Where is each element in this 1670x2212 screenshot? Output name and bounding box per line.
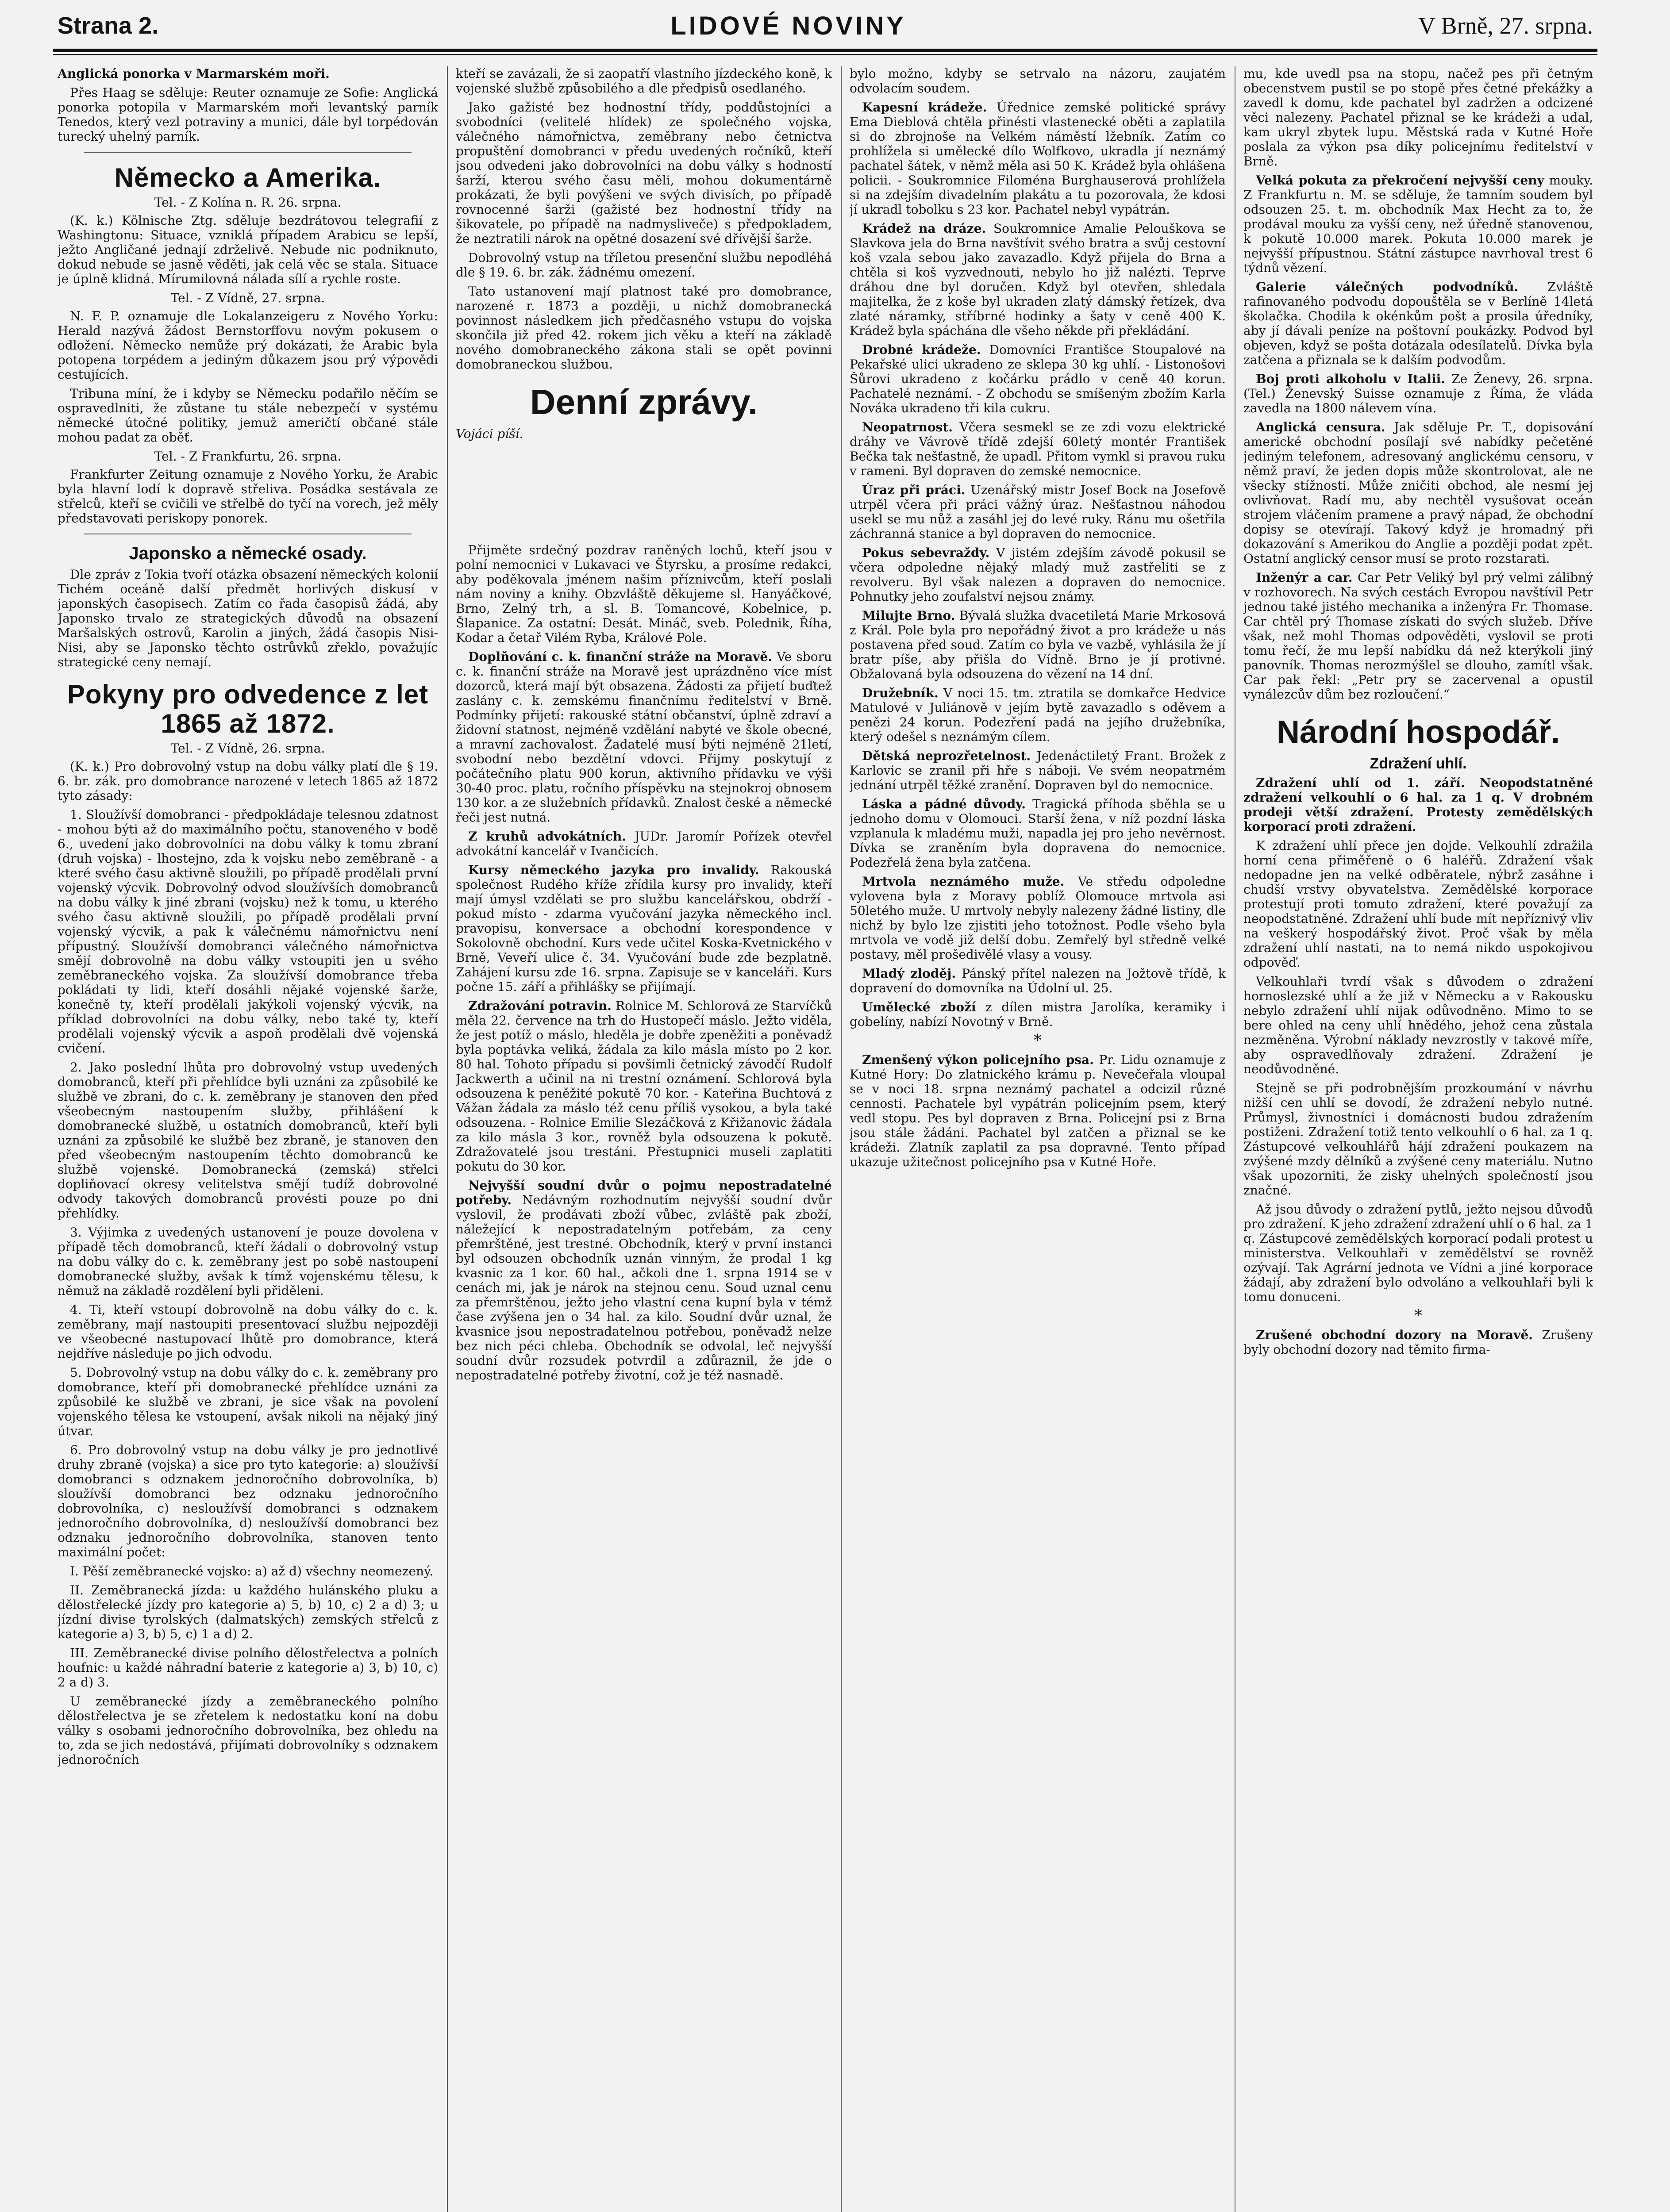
dateline: Tel. - Z Vídně, 27. srpna. [170,291,325,305]
column-divider [841,66,842,2212]
column-3 [850,66,1226,2212]
article-lead: Boj proti alkoholu v Italii. [1256,372,1446,386]
article [58,66,438,81]
article-lead: Inženýr a car. [1256,570,1353,585]
article-text: 1. Sloužívší domobranci - předpokládaje telesnou zdatnost - mohou býti až do maximálního počtu, stanoveného v bodě 6., uvedení jako dobrovolníci na dobu války k tomu zbraní (druh vojska) - lhostejno, zda k vojsku nebo zeměbraně - a které svého času aktivně sloužili, po případě prodělali první vojenský výcvik. Dobrovolný odvod sloužívších domobranců na dobu války k jiné zbrani (vojsku) než k tomu, u kterého svého času aktivně sloužili, po případě prodělali první vojenský výcvik, a pak k válečnému námořnictvu není přípustný. Sloužívší domobranci válečného námořnictva smějí dobrovolně na dobu války vstoupiti jen u svého zeměbraneckého vojska. Za sloužívší domobrance třeba pokládati ty lidi, kteří dosáhli nějaké vojenské šarže, konečně ty, kteří prodělali jakýkoli vojenský výcvik, na příklad dobrovolníci na dobu války, nebo také ty, kteří prodělali vojenský výcvik a aspoň prodělali dvě vojenská cvičení. [58,807,438,1056]
article [1243,420,1593,566]
article [1243,173,1593,275]
article-lead: Láska a pádné důvody. [862,797,1026,811]
article-lead: Anglická censura. [1256,420,1385,434]
article-text: Pr. Lidu oznamuje z Kutné Hory: Do zlatnického krámu p. Nevečeřala vloupal se v noci 18. srpna neznámý pachatel a odcizil různé cennosti. Pachatele byl vypátrán policejním psem, který vedl stopu. Pes byl dopraven z Brna. Policejní psi z Brna jsou stále žádáni. Pachatel byl zatčen a přiznal se ke krádeži. Zlatník zaplatil za psa dopravné. Tento případ ukazuje užitečnost policejního psa v Kutné Hoře. [850,1052,1226,1169]
article-lead: Zrušené obchodní dozory na Moravě. [1256,1328,1533,1342]
article-lead: Velká pokuta za překročení nejvyšší ceny [1256,173,1544,188]
article-lead: Dětská neprozřetelnost. [862,749,1031,763]
article-text: mouky. Z Frankfurtu n. M. se sděluje, že tamním soudem byl odsouzen 25. t. m. obchodník Max Hecht za to, že prodával mouku za vyšší ceny, než úředně stanovenou, k pokutě 10.000 marek. Pokuta 10.000 marek je nejvyšší přípustnou. Státní zástupce navrhoval trest 6 týdnů vězení. [1243,173,1593,275]
headline-germany-america: Německo a Amerika. [114,163,381,192]
article-text: V noci 15. tm. ztratila se domkařce Hedvice Matulové v Juliánově v jejím bytě zavazadlo s oděvem a penězi 24 korun. Podezření padá na jejího družebníka, který odešel s neznámým cílem. [850,686,1226,744]
article [850,1052,1226,1169]
article-text: V jistém zdejším závodě pokusil se včera odpoledne nějaký mladý muž zastřeliti se z revolveru. Byl však nalezen a dopraven do nemocnice. Pohnutky jeho zoufalství nejsou známy. [850,545,1226,604]
article-text: Pánský přítel nalezen na Jožtově třídě, k dopravení do domovníka na Údolní ul. 25. [850,966,1226,995]
article-text: Jedenáctiletý Frant. Brožek z Karlovic se zranil při hře s náboji. Ve svém neopatrném jednání utrpěl těžké zranění. Dopraven byl do nemocnice. [850,749,1226,792]
dateline: Tel. - Z Vídně, 26. srpna. [170,741,325,756]
article-text: Frankfurter Zeitung oznamuje z Nového Yorku, že Arabic byla hlavní lodí k dopravě střeliva. Posádka sestávala ze střelců, kteří se cvičili ve střelbě do tyčí na vorech, jež měly představovati periskopy ponorek. [58,467,438,526]
header-rule-thin [53,54,1597,55]
article-lead: Galerie válečných podvodníků. [1256,280,1519,294]
article-text: (K. k.) Kölnische Ztg. sděluje bezdrátovou telegrafií z Washingtonu: Situace, vzniklá případem Arabicu se lepší, ježto Angličané jednají zdrželivě. Nebude nic podniknuto, dokud nebude se jasně věděti, jak celá věc se stala. Situace je úplně klidná. Mírumilovná nálada sílí a rychle roste. [58,213,438,286]
article-text: 4. Ti, kteří vstoupí dobrovolně na dobu války do c. k. zeměbrany, mají nastoupiti presentovací službu nejpozději ve všeobecné nastupovací lhůtě pro domobrance, která nejdříve následuje po jich odvodu. [58,1302,438,1361]
article-text: N. F. P. oznamuje dle Lokalanzeigeru z Nového Yorku: Herald nazývá žádost Bernstorffovu novým pokusem o odložení. Německo nemůže prý dokázati, že Arabic byla potopena torpédem a jediným důkazem jsou prý výpovědi cestujících. [58,309,438,382]
article-lead: Mrtvola neznámého muže. [862,874,1065,889]
article-lead: Nejvyšší soudní dvůr o pojmu nepostradatelné potřeby. [456,1178,832,1207]
article-text: U zeměbranecké jízdy a zeměbraneckého polního dělostřelectva je se zřetelem k nedostatku koní na dobu války s osobami jednoročního dobrovolníka, bez ohledu na to, zda se jich nedostává, přijímati dobrovolníky s odznakem jednoročních [58,1694,438,1767]
separator [84,152,412,153]
article [1243,372,1593,415]
article-text: kteří se zavázali, že si zaopatří vlastního jízdeckého koně, k vojenské službě způsobilého a dle předpisů osedlaného. [456,66,832,96]
article-lead: Družebník. [862,686,939,700]
article-text: Ve středu odpoledne vylovena byla z Moravy poblíž Olomouce mrtvola asi 50letého muže. U mrtvoly nebyly nalezeny žádné listiny, dle nichž by bylo lze zjistiti jeho totožnost. Podle všeho byla mrtvola ve vodě již delší dobu. Zemřelý byl středně velké postavy, měl prošedivělé vlasy a vousy. [850,874,1226,962]
article [850,483,1226,541]
article-text: Přijměte srdečný pozdrav raněných lochů, kteří jsou v polní nemocnici v Lukavaci ve Štyrsku, a prosíme redakci, aby poděkovala jménem našim příznivcům, kteří poslali nám noviny a knihy. Obzvláště děkujeme sl. Hanyáčkové, Brno, Zelný trh, a sl. B. Tomancové, Kobelnice, p. Šlapanice. Za ostatní: Desát. Mináč, sveb. Polednik, Říha, Kodar a četař Vilém Ryba, Králové Pole. [456,543,832,645]
article [456,1178,832,1382]
article-text: JUDr. Jaromír Pořízek otevřel advokátní kancelář v Ivančicích. [456,829,832,858]
article [1243,280,1593,367]
column-4 [1243,66,1593,2212]
article [850,342,1226,415]
article [1243,570,1593,702]
article [850,874,1226,962]
advert-lead: Umělecké zboží [862,1000,976,1014]
article-text: Jako gažisté bez hodnostní třídy, poddůstojníci a svobodníci (velitelé hlídek) ze společného vojska, válečného námořnictva, zeměbrany nebo četnictva propuštění domobranci v předu uvedených ročníků, kteří jsou odvedeni jako dobrovolníci na dobu války s hodností šarží, kterou svého času měli, mohou dokumentárně prokázati, že byli povýšeni ve svých divisích, po případě rovnocenné šarži (gažisté bez hodnostní třídy na šikovatele, po případě na nadmysliveče) s předpokladem, že neztratili nárok na opětné dosazení své dřívější šarže. [456,100,832,246]
article-text: Zrušeny byly obchodní dozory nad těmito firma- [1243,1328,1593,1357]
article [456,829,832,858]
article [850,608,1226,681]
article-text: mu, kde uvedl psa na stopu, načež pes při četným obecenstvem pustil se po stopě přes četné překážky a zavedl k domu, kde pachatel byl zadržen a odcizené věci nalezeny. Pachatel přiznal se ke krádeži a udal, kam ukryl zbytek lupu. Městská rada v Kutné Hoře poslala za výkon psa díky policejnímu ředitelství v Brně. [1243,66,1593,169]
article-lead: Drobné krádeže. [862,342,981,357]
article-text: Jak sděluje Pr. T., dopisování americké obchodní posílají své nabídky pečetěné jediným telefonem, adresovaný anglickému censoru, v němž praví, že jeden dopis může skontrolovat, ale ne všecky stížnosti. Může zničiti obchod, ale nesmí jej ovlivňovat. Radí mu, aby nechtěl vysušovat oceán strojem vláčením pramene a pravý nápad, že obchodní dopisy se otevírají. Takový když je hromadný při dokazování s Amerikou do Anglie a později podat zpět. Ostatní anglický censor musí se proto rozstarati. [1243,420,1593,566]
subheadline-coal: Zdražení uhlí. [1370,755,1467,772]
article-text: 2. Jako poslední lhůta pro dobrovolný vstup uvedených domobranců, kteří při přehlídce byli uznáni za způsobilé ke službě ve zbrani, do c. k. zeměbrany je stanoven den před všeobecným nastoupením služby, přihlášení k domobranecké službě, u ostatních domobranců, kteří byli uznáni za způsobilé ke službě bez zbraně, je stanoven den před všeobecným nastoupením těchto domobranců ke službě vojenské. Domobranecká (zemská) střelci dopliňovací okresy velitelstva smějí tudíž dobrovolné odvody takových domobranců provésti pouze po dni přehlídky. [58,1060,438,1221]
article-text: II. Zeměbranecká jízda: u každého hulánského pluku a dělostřelecké jízdy pro kategorie a) 5, b) 10, c) 2 a d) 3; u jízdní divise tyrolských (dalmatských) zemských střelců z kategorie a) 3, b) 5, c) 1 a d) 2. [58,1583,438,1641]
section-star: * [1034,1032,1042,1050]
article-text: Rolnice M. Schlorová ze Starvíčků měla 22. července na trh do Hustopečí máslo. Ježto viděla, že jest potíž o máslo, hleděla je dobře zpeněžiti a poněvadž byla poptávka veliká, žádala za kilo másla místo po 2 kor. 80 hal. Tohoto případu si povšimli četnický závodčí Rudolf Jackwerth a učinil na ni trestní oznámení. Schlorová byla odsouzena k peněžité pokutě 70 kor. - Kateřina Buchtová z Vážan žádala za máslo též cenu příliš vysokou, a byla také odsouzena. - Rolnice Emilie Slezáčková z Křižanovic žádala za kilo másla 3 kor., rovněž byla odsouzena k pokutě. Zdražovatelé jsou trestáni. Přestupnici museli zaplatiti pokutu do 30 kor. [456,998,832,1174]
article-text: Tragická příhoda sběhla se u jednoho domu v Olomouci. Starší žena, v níž pozdní láska vzplanula k mladému muži, napadla jej pro jeho nevěrnost. Dívka se zraněním byla dopravena do nemocnice. Podezřelá žena byla zatčena. [850,797,1226,870]
article-text: Ve sboru c. k. finanční stráže na Moravě jest uprázdněno více míst dozorců, která mají být obsazena. Žádosti za přijetí buďtež zaslány c. k. zemskému finančnímu ředitelství v Brně. Podmínky přijetí: rakouské státní občanství, úplně zdraví a židovní statnost, nejméně vzdělání nabyté ve škole obecné, a mravní zachovalost. Žadatelé musí býti nejméně 21letí, svobodní nebo bezdětní vdovci. Přijmy poskytují z počátečního platu 900 korun, aktivního přídavku ve výši 30-40 proc. platu, ročního příspěvku na stejnokroj obnosem 130 kor. a ze služebních přídavků. Znalost české a německé řeči jest nutná. [456,649,832,825]
article-text: Dle zpráv z Tokia tvoří otázka obsazení německých kolonií Tichém oceáně další předmět horlivých diskusí v japonských časopisech. Zatím co řada časopisů žádá, aby Japonsko trvalo ze strategických důvodů na obsazení Maršalských ostrovů, Karolin a jiných, žádá časopis Nisi-Nisi, aby se Japonsko těchto ostrůvků zřeklo, považujíc strategické ceny nemají. [58,567,438,669]
article-summary: Neopodstatněné zdražení velkouhlí o 6 hal. za 1 q. V drobném prodeji větší zdražení. Protesty zemědělských korporací proti zdražení. [1243,776,1593,834]
article-lead: Zmenšený výkon policejního psa. [862,1052,1094,1067]
article-lead: Neopatrnost. [862,420,953,434]
article [456,998,832,1174]
article [456,649,832,825]
column-2 [456,66,832,2212]
article-text: I. Pěší zeměbranecké vojsko: a) až d) všechny neomezený. [70,1564,434,1578]
headline-japan-colonies: Japonsko a německé osady. [129,544,367,563]
article-lead: Pokus sebevraždy. [862,545,990,560]
article-text: III. Zeměbranecké divise polního dělostřelectva a polních houfnic: u každé náhradní baterie z kategorie a) 3, b) 10, c) 2 a d) 3. [58,1646,438,1690]
article-text: Bývalá služka dvacetiletá Marie Mrkosová z Král. Pole byla pro nepořádný život a pro krádeže u nás postavena před soud. Zatím co byla ve vazbě, vyhlásila že jí bratr píše, aby přišla do Vídně. Brno je jí protivné. Obžalovaná byla odsouzena do vězení na 14 dní. [850,608,1226,681]
article-lead: Krádež na dráze. [862,221,986,236]
article-text: Úřednice zemské politické správy Ema Dieblová chtěla přinésti vlastenecké oběti a zaplatila si do zbrojnoše na Velkém náměstí lžebník. Zatím co prohlížela si umělecké dílo Wolfkovo, ukradla jí neznámý pachatel šátek, v němž měla asi 50 K. Krádež byla ohlášena policii. - Soukromnice Filoména Burghauserová prohlížela si na zdejším divadelním plakátu a tu pozorovala, že kdosi jí ukradl tobolku s 23 kor. Pachatel nebyl vypátrán. [850,100,1226,217]
subsection-label: Vojáci píší. [456,426,523,441]
article-text: Soukromnice Amalie Pelouškova se Slavkova jela do Brna navštívit svého bratra a svůj cestovní koš vzala sebou jako zavazadlo. Když přijela do Brna a chtěla si koš vyzvednouti, nebylo ho již nalézti. Teprve dráhou dne byl doručen. Když byl otevřen, shledala majitelka, že z koše byl ukraden zlatý dámský řetízek, dva zlaté náramky, stříbrné hodinky a šaty v ceně 400 K. Krádež byla spáchána dle všeho někde při překládání. [850,221,1226,338]
article-lead: Úraz při práci. [862,483,966,497]
article [850,545,1226,604]
column-1 [58,66,438,2212]
article-text: Domovníci Františce Stoupalové na Pekařské ulici ukradeno ze sklepa 30 kg uhlí. - Listonošovi Šůrovi ukradeno z kočárku prádlo v ceně 40 korun. Pachatelé neznámí. - Z obchodu se smíšeným zbožím Karla Nováka ukradeno tři kila cukru. [850,342,1226,415]
advert [850,1000,1226,1029]
article [850,966,1226,995]
article-text: (K. k.) Pro dobrovolný vstup na dobu války platí dle § 19. 6. br. zák. pro domobrance narozené v letech 1865 až 1872 tyto zásady: [58,759,438,803]
article-lead: Zdražování potravin. [468,998,612,1013]
article [850,797,1226,870]
article-lead: Anglická ponorka v Marmarském moři. [58,66,330,81]
article-text: Nedávným rozhodnutím nejvyšší soudní dvůr vyslovil, že prodávati zboží vůbec, zvláště pak zboží, náležející k nepostradatelným potřebám, za ceny přemrštěné, jest trestné. Obchodník, který v první instanci byl odsouzen obchodník uznán vinným, že prodal 1 kg kvasnic za 1 kor. 60 hal., ačkoli dne 1. srpna 1914 se v cenách mi, jak je nárok na stejnou cenu. Soud uznal cenu za přemrštěnou, ježto jeho vlastní cena kupní byla v témž čase zvýšena jen o 34 hal. za kilo. Soudní dvůr uznal, že kvasnice jsou nepostradatelnou potřebou, poněvadž nelze bez nich péci chleba. Obchodník se odvolal, leč nejvyšší soudní dvůr rozsudek potvrdil a zdůraznil, že jde o nepostradatelné potřeby životní, což je též nasnadě. [456,1193,832,1382]
article-text: Rakouská společnost Rudého kříže zřídila kursy pro invalidy, kteří mají úmysl vzdělati se pro službu kancelářskou, obdrží - pokud místo - zdarma vyučování jazyka německého incl. pravopisu, konversace a obchodní korespondence v Sokolovně obchodní. Kurs vede učitel Koska-Kvetnického v Brně, Veveří ulice č. 34. Vyučování bude zde bezplatně. Zahájení kursu zde 16. srpna. Zapisuje se v kanceláři. Kurs počne 15. září a přihlášky se přijímají. [456,863,832,994]
article-text: Stejně se při podrobnějším prozkoumání v návrhu nižší cen uhlí se dovodí, že zdražení nebylo nutné. Průmysl, živnostníci i domácnosti budou zdražením postiženi. Zdražení totiž tento velkouhlí o 6 hal. za 1 q. Zástupcové velkouhlářů hájí zdražení poukazem na zvýšené mzdy dělníků a zvýšené ceny materiálu. Nutno však upozorniti, že zisky uhelných společností jsou značné. [1243,1081,1593,1198]
article [850,420,1226,478]
article-text: Tato ustanovení mají platnost také pro domobrance, narozené r. 1873 a později, u nichž domobranecká povinnost následkem jich předčasného vstupu do vojska skončila již před 42. rokem jich věku a kteří na základě nového domobraneckého zákona stali se opět povinni domobraneckou službou. [456,284,832,372]
article-lead: Doplňování c. k. finanční stráže na Moravě. [468,649,772,664]
headline-recruits: Pokyny pro odvedence z let 1865 až 1872. [67,680,429,738]
article-text: Ze Ženevy, 26. srpna. (Tel.) Ženevský Suisse oznamuje z Říma, že vláda zavedla na 1800 nálevem vína. [1243,372,1593,415]
article-text: Včera sesmekl se ze zdi vozu elektrické dráhy ve Vávrově třídě zdejší 60letý montér František Bečka tak nešťastně, že upadl. Přitom vymkl si pravou ruku v rameni. Byl dopraven do zemské nemocnice. [850,420,1226,478]
newspaper-title: LIDOVÉ NOVINY [670,11,906,40]
article-lead: Mladý zloděj. [862,966,956,981]
article-lead: Kapesní krádeže. [862,100,987,115]
article [850,749,1226,792]
section-headline-daily-news: Denní zprávy. [530,382,758,422]
blank-space [456,445,832,543]
article [456,863,832,994]
article-lead: Z kruhů advokátních. [468,829,627,844]
dateline: Tel. - Z Kolína n. R. 26. srpna. [154,195,342,210]
article-lead: Zdražení uhlí od 1. září. [1256,776,1465,790]
article-text: Až jsou důvody o zdražení pytlů, ježto nejsou důvodů pro zdražení. K jeho zdražení zdražení uhlí o 6 hal. za 1 q. Zástupcové zemědělských korporací podali protest u ministerstva. Velkouhlaři v zemědělství se rovněž ozývají. Tak Agrární jednota ve Vídni a jiné korporace žádají, aby zdražení bylo odvoláno a velkouhlaři byli k tomu donuceni. [1243,1202,1593,1304]
article [850,100,1226,217]
article-text: 3. Výjimka z uvedených ustanovení je pouze dovolena v případě těch domobranců, kteří žádali o dobrovolný vstup na dobu války do c. k. zeměbrany jest po sobě nastoupení domobranecké služby, avšak k tímž vojenskému tělesu, k němuž na základě rozdělení byli přiděleni. [58,1225,438,1298]
article-text: Velkouhlaři tvrdí však s důvodem o zdražení hornoslezské uhlí a že již v Německu a v Rakousku nebylo zdražení uhlí nijak odůvodněno. Mimo to se bere ohled na ceny uhlí hnědého, jehož cena zůstala nezměněna. Výrobní náklady nevzrostly v takové míře, aby ospravedlňovaly zdražení. Zdražení je neodůvodněné. [1243,974,1593,1076]
article-text: Tribuna míní, že i kdyby se Německu podařilo něčím se ospravedlniti, že zůstane tu stále nebezpečí v systému německé útočné politiky, jemuž američtí občané stále mohou padat za oběť. [58,386,438,445]
column-divider [447,66,448,2212]
article [850,686,1226,744]
article-text: bylo možno, kdyby se setrvalo na názoru, zaujatém odvolacím soudem. [850,66,1226,96]
dateline: Tel. - Z Frankfurtu, 26. srpna. [154,449,342,464]
advert-text: z dílen mistra Jarolíka, keramiky i gobelíny, nabízí Novotný v Brně. [850,1000,1226,1029]
article-text: 6. Pro dobrovolný vstup na dobu války je pro jednotlivé druhy zbraně (vojska) a sice pro tyto kategorie: a) sloužívší domobranci s odznakem jednoročního dobrovolníka, b) sloužívší domobranci bez odznaku jednoročního dobrovolníka, c) nesloužívší domobranci s odznakem jednoročního dobrovolníka, d) nesloužívší domobranci bez odznaku jednoročního dobrovolníka, stanoven tento maximální počet: [58,1443,438,1559]
issue-date: V Brně, 27. srpna. [1418,12,1593,39]
article-text: Dobrovolný vstup na tříletou presenční službu nepodléhá dle § 19. 6. br. zák. žádnému omezení. [456,250,832,280]
article-text: Car Petr Veliký byl prý velmi zálibný v rozhovorech. Na svých cestách Evropou navštívil Petr jednou také jistého mechanika a inženýra Fr. Thomase. Car chtěl prý Thomase získati do svých služeb. Dříve však, než mohl Thomas odpověděti, vyslovil se proti tomu řečí, že mu lepší nabídku dá než kterýkoli jiný panovník. Thomas nerozmýšlel se dlouho, zamítl však. Car pak řekl: „Petr pry se zacervenal a opustil vynálezcův dům bez rozloučení.“ [1243,570,1593,702]
section-headline-economy: Národní hospodář. [1276,714,1560,750]
article [1243,776,1593,834]
article-text: K zdražení uhlí přece jen dojde. Velkouhlí zdražila horní cena přiměřeně o 6 haléřů. Zdražení však nedopadne jen na velké odběratele, nýbrž zasáhne i chudší vrstvy obyvatelstva. Zemědělské korporace protestují proti tomuto zdražení, které považují za neopodstatněné. Zdražení uhlí bude mít nepříznivý vliv na veškerý hospodářský život. Proč však by měla zdražení uhlí nastati, na to nemá nikdo uspokojivou odpověď. [1243,838,1593,970]
article-text: Uzenářský mistr Josef Bock na Josefově utrpěl včera při práci vážný úraz. Nešťastnou náhodou usekl se mu nůž a zasáhl jej do levé ruky. Ránu mu ošetřila záchranná stanice a byl dopraven do nemocnice. [850,483,1226,541]
page-number: Strana 2. [58,12,159,39]
article [1243,1328,1593,1357]
article-text: Přes Haag se sděluje: Reuter oznamuje ze Sofie: Anglická ponorka potopila v Marmarském moři levantský parník Tenedos, který vezl potraviny a munici, dále byl torpédován turecký uhelný parník. [58,85,438,144]
article-lead: Milujte Brno. [862,608,955,623]
section-star: * [1414,1307,1422,1325]
article [850,221,1226,338]
article-lead: Kursy německého jazyka pro invalidy. [468,863,759,877]
article-text: Zvláště rafinovaného podvodu dopouštěla se v Berlíně 14letá školačka. Chodila k okénkům pošt a prosila úředníky, aby jí dávali peníze na poštovní poukázky. Podvod byl objeven, když se pošta dotázala odesílatelů. Dívka byla zatčena a přiznala se k dalším podvodům. [1243,280,1593,367]
article-text: 5. Dobrovolný vstup na dobu války do c. k. zeměbrany pro domobrance, kteří při domobranecké přehlídce uznáni za způsobilé ke službě ve zbrani, je sice však na povolení vojenského tělesa ke vstoupení, avšak nikoli na nějaký jiný útvar. [58,1365,438,1438]
page-header [58,5,1593,46]
header-rule [53,49,1597,52]
